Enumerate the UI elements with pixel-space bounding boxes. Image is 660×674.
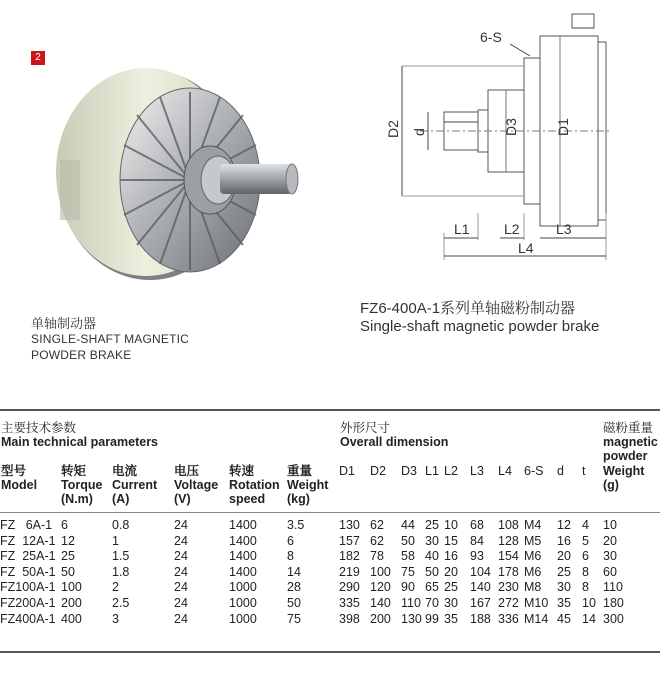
cell-l3: 140 bbox=[470, 580, 491, 595]
product-caption-en bbox=[31, 331, 189, 363]
col-speed bbox=[229, 464, 280, 506]
cell-torque: 50 bbox=[61, 564, 75, 579]
cell-l2: 25 bbox=[444, 580, 458, 595]
cell-d3: 75 bbox=[401, 564, 415, 579]
cell-t: 6 bbox=[582, 549, 589, 564]
cell-s6: M5 bbox=[524, 533, 542, 548]
cell-d: 16 bbox=[557, 533, 571, 548]
col-speed-cn: 转速 bbox=[229, 464, 255, 478]
cell-l3: 188 bbox=[470, 611, 491, 626]
col-voltage-en1: Voltage bbox=[174, 478, 219, 492]
col-d: d bbox=[557, 464, 564, 478]
cell-l1: 70 bbox=[425, 595, 439, 610]
col-powder-weight-unit: (g) bbox=[603, 478, 619, 492]
section-dim-header bbox=[340, 421, 448, 449]
table-row bbox=[0, 580, 643, 596]
cell-d1: 157 bbox=[339, 533, 360, 548]
col-l3: L3 bbox=[470, 464, 484, 478]
cell-voltage: 24 bbox=[174, 611, 188, 626]
table-row bbox=[0, 612, 643, 628]
cell-d3: 58 bbox=[401, 549, 415, 564]
cell-d1: 290 bbox=[339, 580, 360, 595]
col-current-cn: 电流 bbox=[112, 464, 138, 478]
cell-voltage: 24 bbox=[174, 564, 188, 579]
cell-current: 1.5 bbox=[112, 549, 130, 564]
label-l1: L1 bbox=[454, 221, 470, 237]
cell-d1: 182 bbox=[339, 549, 360, 564]
cell-l2: 10 bbox=[444, 518, 458, 532]
cell-d2: 200 bbox=[370, 611, 391, 626]
spec-table bbox=[0, 518, 643, 627]
col-l2: L2 bbox=[444, 464, 458, 478]
cell-t: 8 bbox=[582, 564, 589, 579]
cell-current: 1.8 bbox=[112, 564, 130, 579]
cell-l1: 40 bbox=[425, 549, 439, 564]
col-speed-en1: Rotation bbox=[229, 478, 280, 492]
cell-d2: 100 bbox=[370, 564, 391, 579]
cell-weight: 50 bbox=[287, 595, 301, 610]
col-voltage-en2: (V) bbox=[174, 492, 191, 506]
cell-d3: 110 bbox=[401, 595, 421, 610]
cell-l2: 15 bbox=[444, 533, 458, 548]
cell-s6: M6 bbox=[524, 549, 542, 564]
product-caption-en-line1: SINGLE-SHAFT MAGNETIC bbox=[31, 332, 189, 346]
cell-voltage: 24 bbox=[174, 533, 188, 548]
col-d2: D2 bbox=[370, 464, 386, 478]
cell-d: 30 bbox=[557, 580, 571, 595]
cell-l1: 50 bbox=[425, 564, 439, 579]
cell-model: FZ 12A-1 bbox=[0, 533, 56, 548]
figure-number-badge: 2 bbox=[31, 51, 45, 65]
col-torque-en2: (N.m) bbox=[61, 492, 93, 506]
col-speed-en2: speed bbox=[229, 492, 266, 506]
drawing-title-en: Single-shaft magnetic powder brake bbox=[360, 318, 600, 335]
col-weight-cn: 重量 bbox=[287, 464, 313, 478]
cell-s6: M4 bbox=[524, 518, 542, 532]
col-d1: D1 bbox=[339, 464, 355, 478]
cell-voltage: 24 bbox=[174, 580, 188, 595]
cell-model: FZ 50A-1 bbox=[0, 564, 56, 579]
col-powder-weight-en: Weight bbox=[603, 464, 645, 478]
cell-weight: 14 bbox=[287, 564, 301, 579]
cell-powder-weight: 300 bbox=[603, 611, 624, 626]
cell-d: 25 bbox=[557, 564, 571, 579]
header-rule bbox=[0, 512, 660, 513]
section-weight-header bbox=[603, 421, 658, 463]
cell-d: 35 bbox=[557, 595, 571, 610]
col-current-en1: Current bbox=[112, 478, 158, 492]
cell-d: 45 bbox=[557, 611, 571, 626]
product-caption-cn: 单轴制动器 bbox=[31, 316, 97, 331]
cell-d3: 44 bbox=[401, 518, 415, 532]
col-model-en: Model bbox=[1, 478, 38, 492]
cell-d: 12 bbox=[557, 518, 571, 532]
cell-weight: 75 bbox=[287, 611, 301, 626]
cell-d3: 50 bbox=[401, 533, 415, 548]
col-current bbox=[112, 464, 157, 506]
cell-weight: 3.5 bbox=[287, 518, 305, 532]
col-weight-en1: Weight bbox=[287, 478, 329, 492]
product-caption-en-line2: POWDER BRAKE bbox=[31, 348, 132, 362]
cell-powder-weight: 30 bbox=[603, 549, 617, 564]
cell-s6: M14 bbox=[524, 611, 549, 626]
cell-model: FZ200A-1 bbox=[0, 595, 56, 610]
cell-weight: 6 bbox=[287, 533, 294, 548]
cell-l4: 230 bbox=[498, 580, 519, 595]
cell-current: 3 bbox=[112, 611, 119, 626]
col-l1: L1 bbox=[425, 464, 439, 478]
section-dim-cn: 外形尺寸 bbox=[340, 421, 391, 435]
cell-l4: 108 bbox=[498, 518, 519, 532]
section-weight-cn: 磁粉重量 bbox=[603, 421, 654, 435]
cell-s6: M10 bbox=[524, 595, 549, 610]
cell-l2: 35 bbox=[444, 611, 458, 626]
col-model bbox=[1, 464, 37, 492]
col-current-en2: (A) bbox=[112, 492, 130, 506]
cell-t: 8 bbox=[582, 580, 589, 595]
cell-torque: 400 bbox=[61, 611, 82, 626]
table-bottom-rule bbox=[0, 651, 660, 653]
cell-d2: 120 bbox=[370, 580, 391, 595]
label-d3: D3 bbox=[503, 118, 519, 136]
label-d2: D2 bbox=[385, 120, 401, 138]
cell-powder-weight: 20 bbox=[603, 533, 617, 548]
cell-powder-weight: 110 bbox=[603, 580, 623, 595]
section-main-header bbox=[1, 421, 158, 449]
cell-l4: 272 bbox=[498, 595, 519, 610]
cell-l3: 104 bbox=[470, 564, 491, 579]
cell-l4: 336 bbox=[498, 611, 519, 626]
cell-torque: 200 bbox=[61, 595, 82, 610]
cell-l1: 65 bbox=[425, 580, 439, 595]
col-voltage-cn: 电压 bbox=[174, 464, 200, 478]
cell-model: FZ100A-1 bbox=[0, 580, 56, 595]
cell-speed: 1400 bbox=[229, 549, 257, 564]
col-d3: D3 bbox=[401, 464, 417, 478]
section-main-cn: 主要技术参数 bbox=[1, 421, 77, 435]
cell-l3: 93 bbox=[470, 549, 484, 564]
cell-t: 10 bbox=[582, 595, 596, 610]
table-row bbox=[0, 534, 643, 550]
cell-d2: 78 bbox=[370, 549, 384, 564]
section-main-en: Main technical parameters bbox=[1, 435, 159, 449]
col-weight-en2: (kg) bbox=[287, 492, 310, 506]
cell-l3: 84 bbox=[470, 533, 484, 548]
cell-weight: 8 bbox=[287, 549, 294, 564]
cell-l2: 20 bbox=[444, 564, 458, 579]
cell-powder-weight: 60 bbox=[603, 564, 617, 579]
section-weight-en1: magnetic bbox=[603, 435, 658, 449]
label-d: d bbox=[411, 128, 427, 136]
cell-weight: 28 bbox=[287, 580, 301, 595]
cell-model: FZ 25A-1 bbox=[0, 549, 56, 564]
col-weight bbox=[287, 464, 328, 506]
label-6s: 6-S bbox=[480, 29, 502, 45]
cell-t: 5 bbox=[582, 533, 589, 548]
cell-l4: 178 bbox=[498, 564, 519, 579]
cell-d3: 90 bbox=[401, 580, 415, 595]
cell-d: 20 bbox=[557, 549, 571, 564]
cell-l1: 25 bbox=[425, 518, 439, 532]
col-torque-en1: Torque bbox=[61, 478, 103, 492]
cell-speed: 1400 bbox=[229, 518, 257, 532]
cell-d1: 335 bbox=[339, 595, 360, 610]
cell-torque: 25 bbox=[61, 549, 75, 564]
cell-l3: 68 bbox=[470, 518, 484, 532]
cell-d1: 130 bbox=[339, 518, 360, 532]
cell-l3: 167 bbox=[470, 595, 491, 610]
cell-voltage: 24 bbox=[174, 549, 188, 564]
label-l4: L4 bbox=[518, 240, 534, 256]
section-weight-en2: powder bbox=[603, 449, 648, 463]
cell-d2: 140 bbox=[370, 595, 391, 610]
col-powder-weight bbox=[603, 464, 644, 492]
cell-voltage: 24 bbox=[174, 595, 188, 610]
cell-l1: 30 bbox=[425, 533, 439, 548]
cell-d2: 62 bbox=[370, 518, 384, 532]
cell-current: 2.5 bbox=[112, 595, 130, 610]
cell-torque: 6 bbox=[61, 518, 68, 532]
table-row bbox=[0, 518, 643, 534]
cell-speed: 1000 bbox=[229, 595, 257, 610]
cell-d1: 398 bbox=[339, 611, 360, 626]
cell-t: 14 bbox=[582, 611, 596, 626]
cell-voltage: 24 bbox=[174, 518, 188, 532]
table-row bbox=[0, 549, 643, 565]
cell-model: FZ 6A-1 bbox=[0, 518, 53, 532]
cell-d2: 62 bbox=[370, 533, 384, 548]
cell-s6: M6 bbox=[524, 564, 542, 579]
cell-powder-weight: 10 bbox=[603, 518, 617, 532]
cell-speed: 1000 bbox=[229, 580, 257, 595]
cell-current: 1 bbox=[112, 533, 119, 548]
dimension-drawing bbox=[380, 8, 660, 270]
table-row bbox=[0, 596, 643, 612]
table-top-rule bbox=[0, 409, 660, 411]
cell-speed: 1000 bbox=[229, 611, 257, 626]
cell-d3: 130 bbox=[401, 611, 422, 626]
col-torque-cn: 转矩 bbox=[61, 464, 87, 478]
col-voltage bbox=[174, 464, 218, 506]
cell-l4: 128 bbox=[498, 533, 519, 548]
label-l2: L2 bbox=[504, 221, 520, 237]
brake-product-photo bbox=[40, 40, 300, 290]
col-6s: 6-S bbox=[524, 464, 544, 478]
col-torque bbox=[61, 464, 102, 506]
cell-current: 2 bbox=[112, 580, 119, 595]
cell-d1: 219 bbox=[339, 564, 360, 579]
col-model-cn: 型号 bbox=[1, 464, 27, 478]
cell-l2: 30 bbox=[444, 595, 458, 610]
cell-l2: 16 bbox=[444, 549, 458, 564]
cell-torque: 100 bbox=[61, 580, 82, 595]
section-dim-en: Overall dimension bbox=[340, 435, 449, 449]
drawing-title-cn: FZ6-400A-1系列单轴磁粉制动器 bbox=[360, 300, 576, 317]
cell-t: 4 bbox=[582, 518, 589, 532]
label-d1: D1 bbox=[555, 118, 571, 136]
cell-powder-weight: 180 bbox=[603, 595, 624, 610]
cell-torque: 12 bbox=[61, 533, 75, 548]
cell-s6: M8 bbox=[524, 580, 542, 595]
cell-l1: 99 bbox=[425, 611, 439, 626]
label-l3: L3 bbox=[556, 221, 572, 237]
cell-model: FZ400A-1 bbox=[0, 611, 56, 626]
table-row bbox=[0, 565, 643, 581]
cell-speed: 1400 bbox=[229, 533, 257, 548]
cell-current: 0.8 bbox=[112, 518, 130, 532]
col-l4: L4 bbox=[498, 464, 512, 478]
cell-l4: 154 bbox=[498, 549, 519, 564]
cell-speed: 1400 bbox=[229, 564, 257, 579]
col-t: t bbox=[582, 464, 586, 478]
